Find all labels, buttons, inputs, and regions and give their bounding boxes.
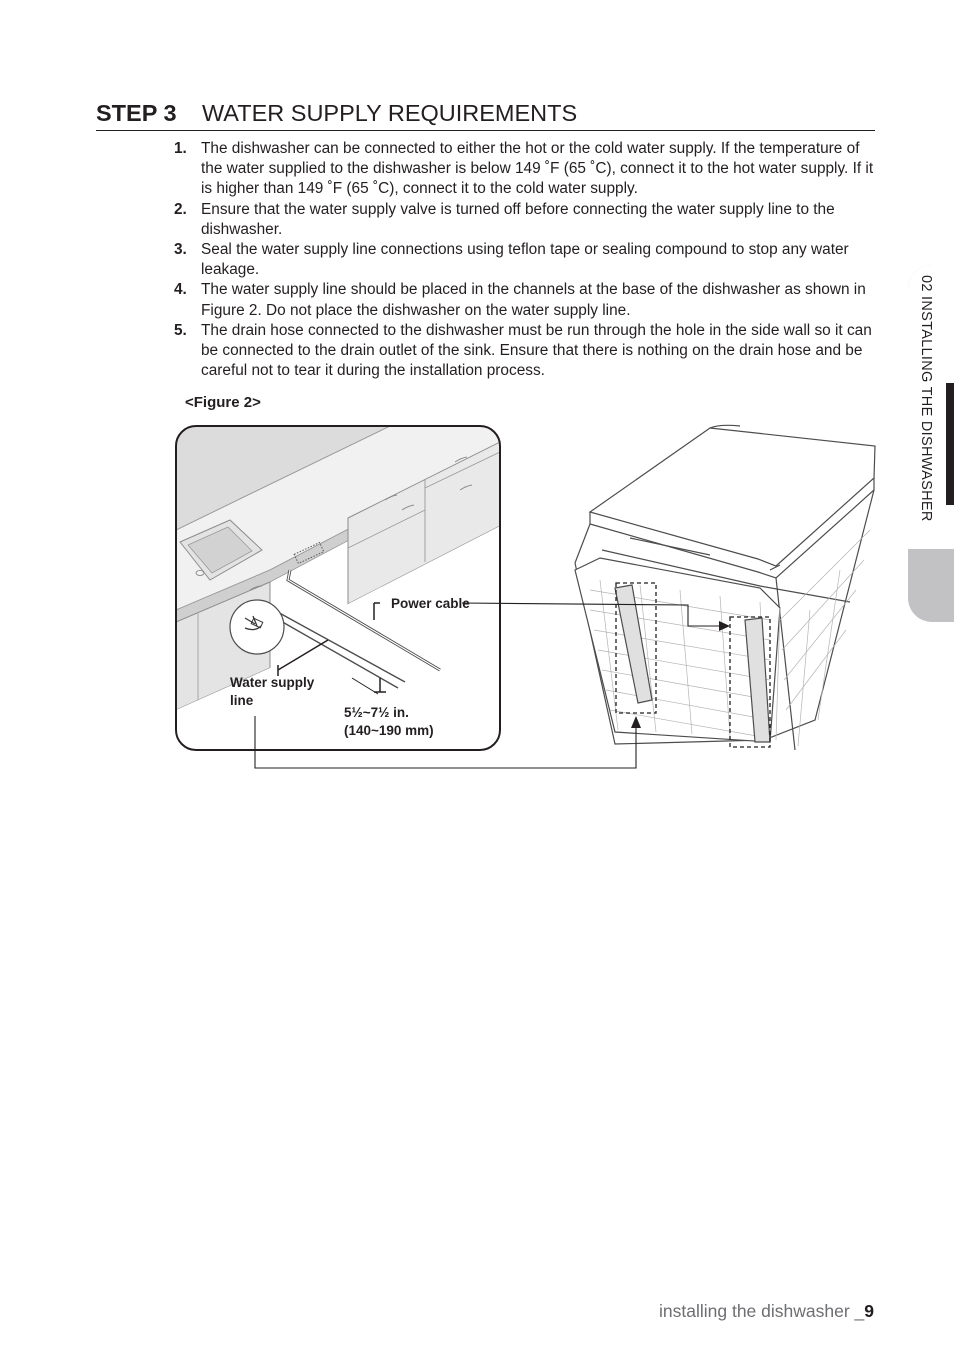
page-footer xyxy=(659,1301,874,1322)
page-number: 9 xyxy=(864,1301,874,1321)
distance-mm-label: (140~190 mm) xyxy=(344,723,434,738)
instruction-item xyxy=(174,240,876,280)
item-text: The drain hose connected to the dishwasher must be run through the hole in the side wall so it can be connected to the drain outlet of the sink. Ensure that there is nothing on the drain hose and be careful not to tear it during the installation process. xyxy=(201,321,872,380)
instruction-item xyxy=(174,321,876,382)
item-number: 5. xyxy=(174,321,187,339)
distance-inches-label: 5½~7½ in. xyxy=(344,705,409,720)
power-cable-label: Power cable xyxy=(391,596,470,611)
cabinet-inset xyxy=(176,426,500,750)
step-number: STEP 3 xyxy=(96,100,177,126)
item-text: The dishwasher can be connected to either the hot or the cold water supply. If the temperature of the water supplied to the dishwasher is below 149 ˚F (65 ˚C), connect it to the hot water supply. If it is higher than 149 ˚F (65 ˚C), connect it to the cold water supply. xyxy=(201,140,874,198)
section-heading xyxy=(96,98,875,131)
item-number: 3. xyxy=(174,241,187,259)
section-title: WATER SUPPLY REQUIREMENTS xyxy=(202,100,578,126)
footer-text: installing the dishwasher _ xyxy=(659,1301,865,1321)
item-text: The water supply line should be placed in the channels at the base of the dishwasher as shown in Figure 2. Do not place the dishwasher on the water supply line. xyxy=(201,281,866,319)
water-supply-label-line1: Water supply xyxy=(230,675,315,690)
dishwasher-illustration xyxy=(575,425,875,750)
item-number: 1. xyxy=(174,140,187,157)
water-supply-label-line2: line xyxy=(230,693,254,708)
item-text: Ensure that the water supply valve is turned off before connecting the water supply line to the dishwasher. xyxy=(201,200,835,238)
item-number: 4. xyxy=(174,281,187,299)
instruction-item xyxy=(174,139,876,200)
item-text: Seal the water supply line connections using teflon tape or sealing compound to stop any water leakage. xyxy=(201,241,849,279)
item-number: 2. xyxy=(174,200,187,218)
instruction-list xyxy=(174,139,876,381)
figure-caption: <Figure 2> xyxy=(185,394,261,411)
installation-figure xyxy=(170,420,880,780)
instruction-item xyxy=(174,280,876,320)
instruction-item xyxy=(174,200,876,240)
chapter-tab-label: 02 INSTALLING THE DISHWASHER xyxy=(918,275,934,522)
